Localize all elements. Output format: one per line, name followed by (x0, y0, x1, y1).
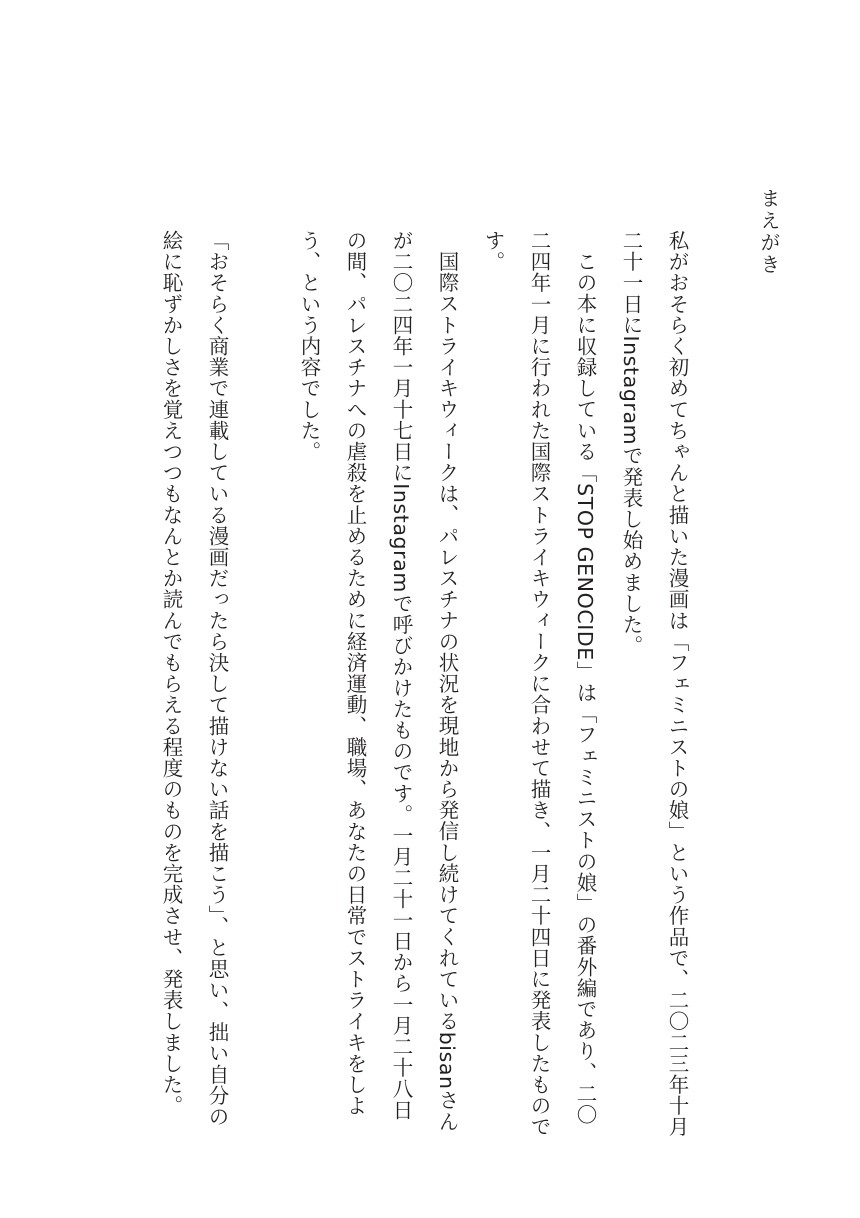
paragraph-1: 私がおそらく初めてちゃんと描いた漫画は「フェミニストの娘」という作品で、二〇二三年十月二十一日にInstagramで発表し始めました。 (619, 230, 689, 1138)
paragraph-4: 「おそらく商業で連載している漫画だったら決して描けない話を描こう」、と思い、拙い自分の絵に恥ずかしさを覚えつつもなんとか読んでもらえる程度のものを完成させ、発表しました。 (159, 230, 229, 1128)
preface-body (102, 230, 700, 1140)
page-title: まえがき (757, 188, 781, 276)
paragraph-3: 国際ストライキウィークは、パレスチナの状況を現地から発信し続けてくれているbisanさんが二〇二四年一月十七日にInstagramで呼びかけたものです。一月二十一日から一月二十八日の間、パレスチナへの虐殺を止めるために経済運動、職場、あなたの日常でストライキをしよう、という内容でした。 (297, 230, 459, 1132)
paragraph-2: この本に収録している「STOP GENOCIDE」は「フェミニストの娘」の番外編であり、二〇二四年一月に行われた国際ストライキウィークに合わせて描き、一月二十四日に発表したものです。 (481, 230, 597, 1138)
